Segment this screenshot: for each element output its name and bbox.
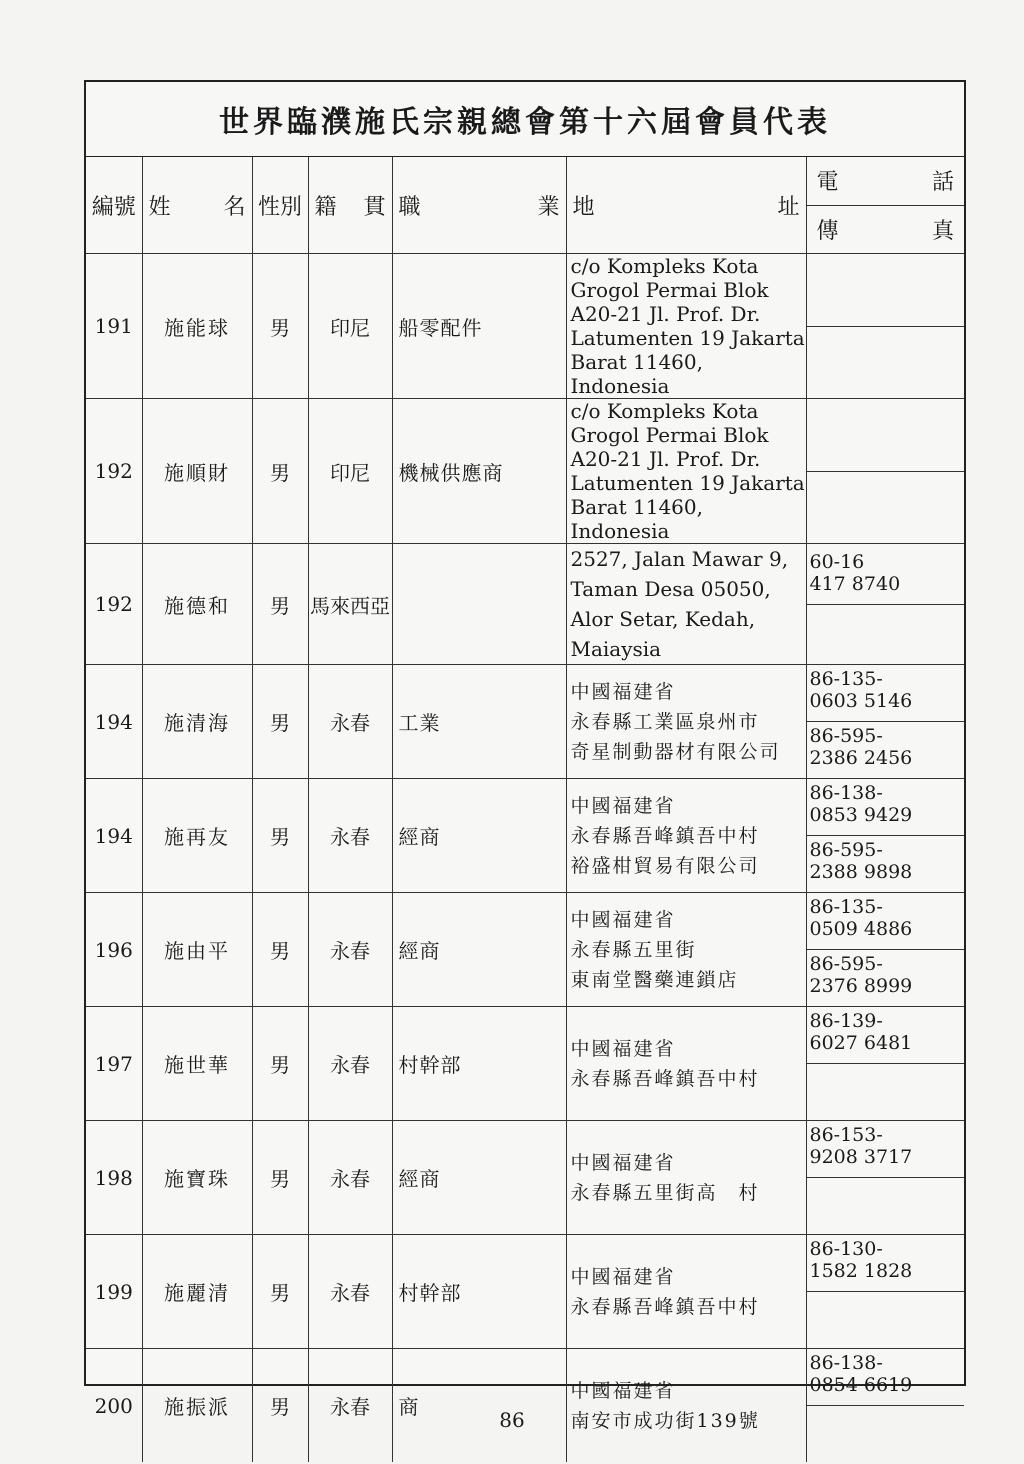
- member-sex: 男: [252, 1349, 308, 1463]
- member-phone-fax: [806, 399, 964, 544]
- member-name: 施再友: [142, 779, 252, 893]
- member-fax: 86-595- 2386 2456: [809, 725, 913, 769]
- member-name: 施清海: [142, 665, 252, 779]
- member-fax: [807, 605, 965, 661]
- table-row: [86, 665, 964, 779]
- member-phone-fax: [806, 1007, 964, 1121]
- member-address: 中國福建省 永春縣吾峰鎮吾中村: [566, 1235, 806, 1349]
- member-number: 200: [86, 1349, 142, 1463]
- member-number: 192: [86, 399, 142, 544]
- member-address: c/o Kompleks Kota Grogol Permai Blok A20-21 Jl. Prof. Dr. Latumenten 19 Jakarta Barat 11460, Indonesia: [566, 254, 806, 399]
- member-table: [86, 157, 964, 1462]
- member-phone-fax: [806, 254, 964, 399]
- member-origin: 永春: [308, 893, 392, 1007]
- member-number: 194: [86, 665, 142, 779]
- member-fax: [807, 472, 965, 528]
- member-name: 施世華: [142, 1007, 252, 1121]
- member-tel: 86-153- 9208 3717: [807, 1121, 965, 1178]
- member-name: 施順財: [142, 399, 252, 544]
- member-number: 196: [86, 893, 142, 1007]
- table-row: [86, 779, 964, 893]
- table-row: [86, 1235, 964, 1349]
- member-fax: [807, 1064, 965, 1120]
- member-tel: [807, 270, 965, 327]
- member-name: 施麗清: [142, 1235, 252, 1349]
- header-phone-fax: [806, 157, 964, 254]
- member-tel: [807, 415, 965, 472]
- member-occupation: 經商: [392, 893, 566, 1007]
- member-sex: 男: [252, 544, 308, 665]
- member-occupation: [392, 544, 566, 665]
- table-row: [86, 1121, 964, 1235]
- member-number: 197: [86, 1007, 142, 1121]
- member-occupation: 村幹部: [392, 1007, 566, 1121]
- member-tel: 86-135- 0509 4886: [807, 893, 965, 950]
- member-address: 中國福建省 永春縣工業區泉州市 奇星制動器材有限公司: [566, 665, 806, 779]
- page-number: 86: [499, 1408, 525, 1432]
- title-row: [86, 82, 964, 157]
- member-origin: 永春: [308, 1349, 392, 1463]
- member-number: 199: [86, 1235, 142, 1349]
- member-tel: 86-138- 0853 9429: [807, 779, 965, 836]
- member-address: 中國福建省 永春縣吾峰鎮吾中村: [566, 1007, 806, 1121]
- member-origin: 永春: [308, 779, 392, 893]
- member-address: 中國福建省 永春縣吾峰鎮吾中村 裕盛柑貿易有限公司: [566, 779, 806, 893]
- member-tel: 86-139- 6027 6481: [807, 1007, 965, 1064]
- member-address: 中國福建省 南安市成功街139號: [566, 1349, 806, 1463]
- member-origin: 印尼: [308, 399, 392, 544]
- member-phone-fax: [806, 1235, 964, 1349]
- header-origin: 籍 貫: [308, 157, 392, 254]
- member-occupation: 村幹部: [392, 1235, 566, 1349]
- member-phone-fax: [806, 1121, 964, 1235]
- header-row: [86, 157, 964, 254]
- member-tel: 60-16 417 8740: [807, 548, 965, 605]
- header-sex: 性別: [252, 157, 308, 254]
- header-name: 姓 名: [142, 157, 252, 254]
- member-address: 中國福建省 永春縣五里街 東南堂醫藥連鎖店: [566, 893, 806, 1007]
- member-address: c/o Kompleks Kota Grogol Permai Blok A20-21 Jl. Prof. Dr. Latumenten 19 Jakarta Barat 11460, Indonesia: [566, 399, 806, 544]
- member-fax: [807, 1292, 965, 1348]
- header-num: 編號: [86, 157, 142, 254]
- member-name: 施寶珠: [142, 1121, 252, 1235]
- header-job: 職 業: [392, 157, 566, 254]
- table-row: [86, 544, 964, 665]
- member-sex: 男: [252, 1121, 308, 1235]
- member-sex: 男: [252, 254, 308, 399]
- member-phone-fax: [806, 665, 964, 779]
- member-origin: 永春: [308, 1235, 392, 1349]
- member-occupation: 機械供應商: [392, 399, 566, 544]
- member-sex: 男: [252, 893, 308, 1007]
- member-fax: 86-595- 2376 8999: [809, 953, 913, 997]
- member-occupation: 船零配件: [392, 254, 566, 399]
- member-address: 中國福建省 永春縣五里街高 村: [566, 1121, 806, 1235]
- member-number: 194: [86, 779, 142, 893]
- member-sex: 男: [252, 665, 308, 779]
- header-fax: 傳 真: [816, 218, 954, 244]
- table-row: [86, 1349, 964, 1463]
- member-fax: [807, 327, 965, 383]
- member-fax: [807, 1178, 965, 1234]
- member-number: 198: [86, 1121, 142, 1235]
- member-sex: 男: [252, 1007, 308, 1121]
- table-row: [86, 399, 964, 544]
- member-table-frame: [84, 80, 966, 1432]
- member-occupation: 經商: [392, 1121, 566, 1235]
- member-occupation: 工業: [392, 665, 566, 779]
- member-sex: 男: [252, 399, 308, 544]
- member-phone-fax: [806, 779, 964, 893]
- table-row: [86, 893, 964, 1007]
- member-number: 192: [86, 544, 142, 665]
- member-fax: 86-595- 2388 9898: [809, 839, 913, 883]
- member-address: 2527, Jalan Mawar 9, Taman Desa 05050, Alor Setar, Kedah, Maiaysia: [566, 544, 806, 665]
- member-origin: 永春: [308, 665, 392, 779]
- page-title: 世界臨濮施氏宗親總會第十六屆會員代表: [219, 105, 831, 140]
- table-row: [86, 1007, 964, 1121]
- member-tel: 86-130- 1582 1828: [807, 1235, 965, 1292]
- member-sex: 男: [252, 779, 308, 893]
- member-origin: 印尼: [308, 254, 392, 399]
- member-name: 施德和: [142, 544, 252, 665]
- header-address: 地 址: [566, 157, 806, 254]
- member-origin: 永春: [308, 1121, 392, 1235]
- member-number: 191: [86, 254, 142, 399]
- member-origin: 馬來西亞: [308, 544, 392, 665]
- member-name: 施能球: [142, 254, 252, 399]
- member-phone-fax: [806, 1349, 964, 1463]
- member-phone-fax: [806, 544, 964, 665]
- member-name: 施振派: [142, 1349, 252, 1463]
- member-phone-fax: [806, 893, 964, 1007]
- member-tel: 86-135- 0603 5146: [807, 665, 965, 722]
- member-name: 施由平: [142, 893, 252, 1007]
- header-tel: 電 話: [807, 157, 965, 206]
- member-sex: 男: [252, 1235, 308, 1349]
- table-row: [86, 254, 964, 399]
- member-occupation: 經商: [392, 779, 566, 893]
- member-occupation: 商: [392, 1349, 566, 1463]
- member-tel: 86-138- 0854 6619: [807, 1349, 965, 1406]
- member-origin: 永春: [308, 1007, 392, 1121]
